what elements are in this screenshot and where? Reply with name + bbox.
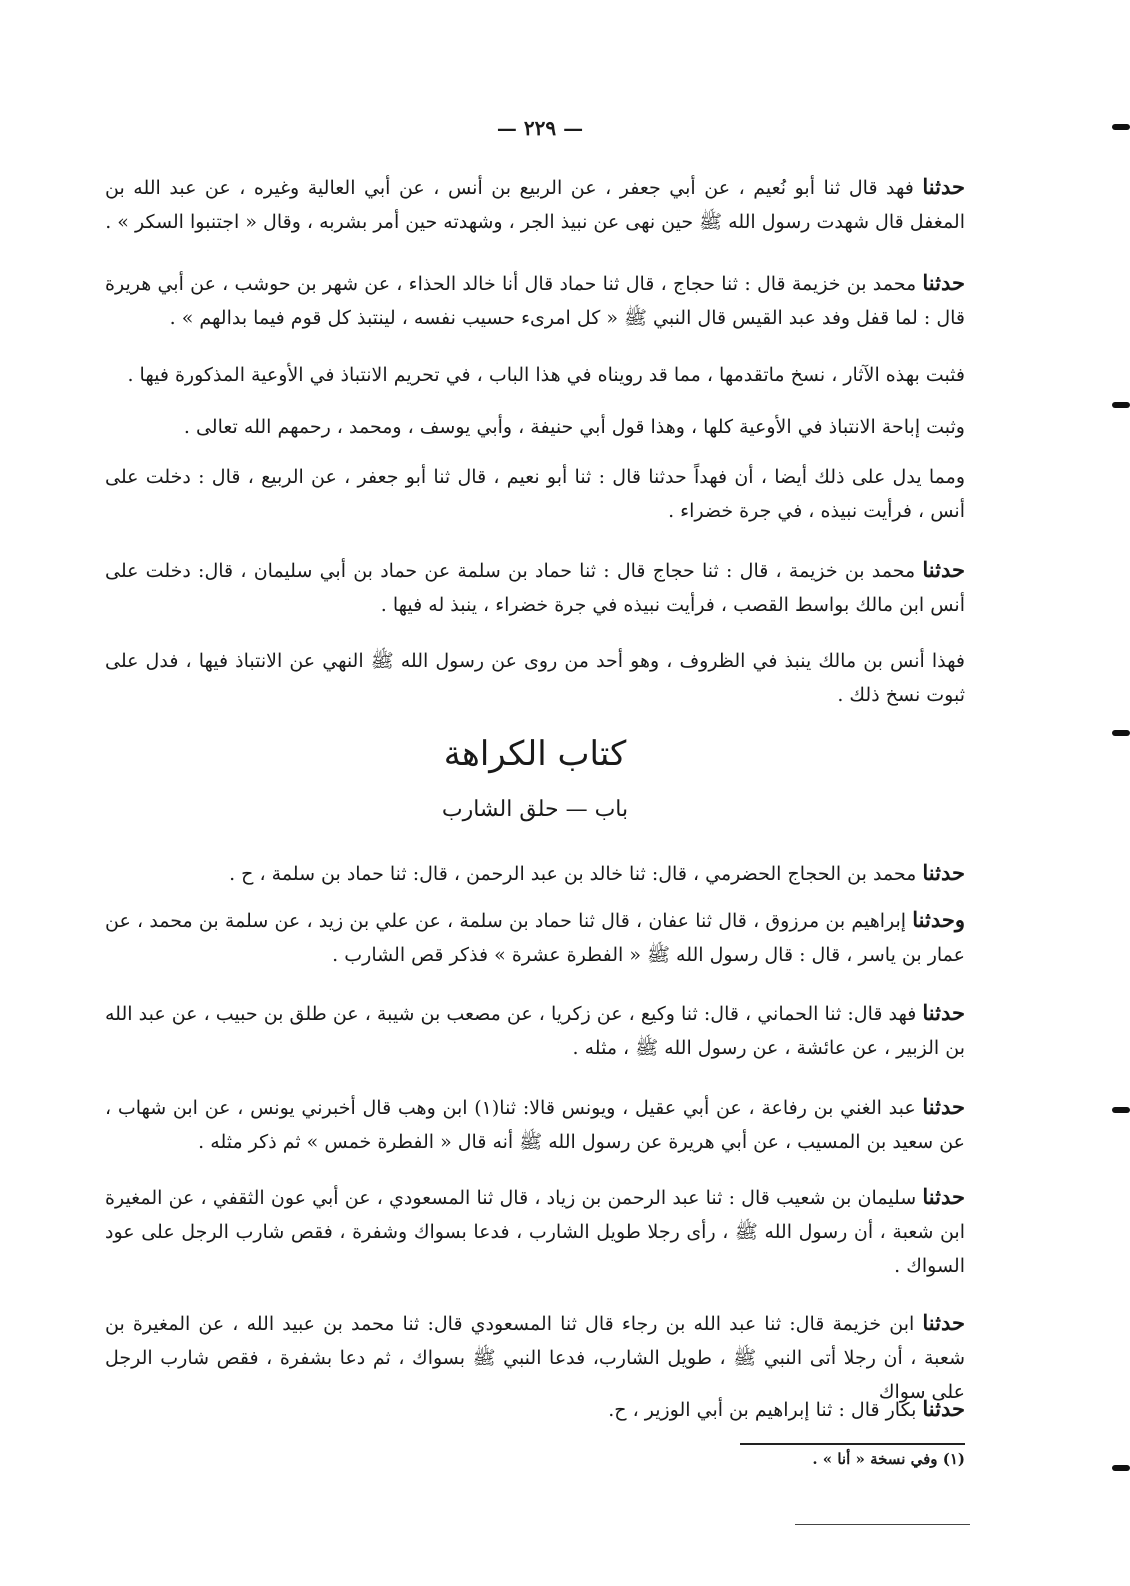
hadith-lead: وحدثنا (912, 907, 965, 932)
hadith-paragraph (105, 1180, 965, 1283)
hadith-paragraph (105, 1090, 965, 1159)
hadith-paragraph (105, 170, 965, 239)
paragraph-text: عبد الغني بن رفاعة ، عن أبي عقيل ، ويونس قالا: ثنا(١) ابن وهب قال أخبرني يونس ، عن ابن شهاب ، عن سعيد بن المسيب ، عن أبي هريرة عن رسول الله ﷺ أنه قال « الفطرة خمس » ثم ذكر مثله . (105, 1097, 965, 1153)
paragraph-text: فهد قال ثنا أبو نُعيم ، عن أبي جعفر ، عن الربيع بن أنس ، عن أبي العالية وغيره ، عن عبد الله بن المغفل قال شهدت رسول الله ﷺ حين نهى عن نبيذ الجر ، وشهدته حين أمر بشربه ، وقال « اجتنبوا السكر » . (105, 177, 965, 233)
page-number: — ٢٢٩ — (496, 116, 584, 140)
margin-mark (1112, 1107, 1130, 1113)
hadith-paragraph (105, 266, 965, 335)
hadith-paragraph (105, 856, 965, 891)
book-title: كتاب الكراهة (443, 734, 627, 774)
paragraph-text: إبراهيم بن مرزوق ، قال ثنا عفان ، قال ثنا حماد بن سلمة ، عن علي بن زيد ، عن سلمة بن محمد ، عن عمار بن ياسر ، قال : قال رسول الله ﷺ « الفطرة عشرة » فذكر قص الشارب . (105, 910, 965, 966)
paragraph-text: ومما يدل على ذلك أيضا ، أن فهداً حدثنا قال : ثنا أبو نعيم ، قال ثنا أبو جعفر ، عن الربيع ، قال : دخلت على أنس ، فرأيت نبيذه ، في جرة خضراء . (105, 466, 965, 522)
paragraph-text: وثبت إباحة الانتباذ في الأوعية كلها ، وهذا قول أبي حنيفة ، وأبي يوسف ، ومحمد ، رحمهم الله تعالى . (183, 416, 965, 438)
hadith-lead: حدثنا (922, 1094, 965, 1119)
paragraph-text: بكار قال : ثنا إبراهيم بن أبي الوزير ، ح. (608, 1399, 923, 1421)
paragraph-text: محمد بن خزيمة قال : ثنا حجاج ، قال ثنا حماد قال أنا خالد الحذاء ، عن شهر بن حوشب ، عن أبي هريرة قال : لما قفل وفد عبد القيس قال النبي ﷺ « كل امرىء حسيب نفسه ، لينتبذ كل قوم فيما بدالهم » . (105, 273, 965, 329)
paragraph-text: فهذا أنس بن مالك ينبذ في الظروف ، وهو أحد من روى عن رسول الله ﷺ النهي عن الانتباذ فيها ، فدل على ثبوت نسخ ذلك . (105, 650, 965, 706)
paragraph-text: ابن خزيمة قال: ثنا عبد الله بن رجاء قال ثنا المسعودي قال: ثنا محمد بن عبيد الله ، عن المغيرة بن شعبة ، أن رجلا أتى النبي ﷺ ، طويل الشارب، فدعا النبي ﷺ بسواك ، ثم دعا بشفرة ، فقص شارب الرجل على سواك (105, 1313, 965, 1403)
footnote-divider (740, 1443, 965, 1445)
hadith-lead: حدثنا (922, 1310, 965, 1335)
paragraph-text: محمد بن خزيمة ، قال : ثنا حجاج قال : ثنا حماد بن سلمة عن حماد بن أبي سليمان ، قال: دخلت على أنس ابن مالك بواسط القصب ، فرأيت نبيذه في جرة خضراء ، ينبذ له فيها . (105, 560, 965, 616)
hadith-lead: حدثنا (922, 557, 965, 582)
hadith-paragraph (105, 553, 965, 622)
bottom-divider (795, 1524, 970, 1525)
hadith-lead: حدثنا (922, 1000, 965, 1025)
paragraph-text: فهد قال: ثنا الحماني ، قال: ثنا وكيع ، عن زكريا ، عن مصعب بن شيبة ، عن طلق بن حبيب ، عن عبد الله بن الزبير ، عن عائشة ، عن رسول الله ﷺ ، مثله . (105, 1003, 965, 1059)
text-paragraph (105, 644, 965, 712)
text-paragraph (105, 460, 965, 528)
hadith-paragraph (105, 996, 965, 1065)
hadith-lead: حدثنا (922, 1184, 965, 1209)
margin-mark (1112, 124, 1130, 130)
hadith-lead: حدثنا (922, 860, 965, 885)
hadith-paragraph (105, 903, 965, 972)
text-paragraph (105, 410, 965, 444)
chapter-title: باب — حلق الشارب (441, 797, 629, 822)
margin-mark (1112, 730, 1130, 736)
hadith-lead: حدثنا (922, 174, 965, 199)
paragraph-text: سليمان بن شعيب قال : ثنا عبد الرحمن بن زياد ، قال ثنا المسعودي ، عن أبي عون الثقفي ، عن المغيرة ابن شعبة ، أن رسول الله ﷺ ، رأى رجلا طويل الشارب ، فدعا بسواك وشفرة ، فقص شارب الرجل على عود السواك . (105, 1187, 965, 1277)
hadith-paragraph (105, 1392, 965, 1427)
text-paragraph (105, 358, 965, 392)
margin-mark (1112, 1465, 1130, 1471)
paragraph-text: فثبت بهذه الآثار ، نسخ ماتقدمها ، مما قد رويناه في هذا الباب ، في تحريم الانتباذ في الأوعية المذكورة فيها . (127, 364, 965, 386)
hadith-lead: حدثنا (922, 1396, 965, 1421)
footnote: (١) وفي نسخة « أنا » . (812, 1450, 965, 1468)
hadith-lead: حدثنا (922, 270, 965, 295)
margin-mark (1112, 402, 1130, 408)
paragraph-text: محمد بن الحجاج الحضرمي ، قال: ثنا خالد بن عبد الرحمن ، قال: ثنا حماد بن سلمة ، ح . (229, 863, 923, 885)
